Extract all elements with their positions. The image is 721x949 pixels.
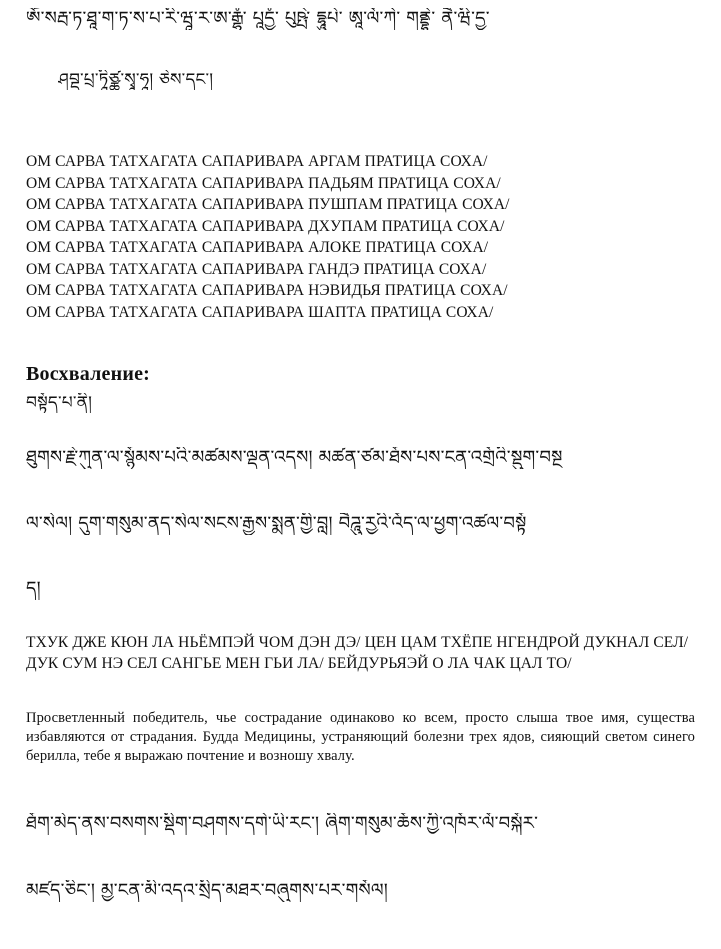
tibetan-invocation-line-2: ཤབྡ་པྲ་ཏཱིཙྪ་སྭཱ་ཧཱ། ཅེས་དང་། — [58, 70, 214, 90]
mantra-line: ОМ САРВА ТАТХАГАТА САПАРИВАРА ГАНДЭ ПРАТИЦА СОХА/ — [26, 260, 487, 278]
praise-tibetan-verse-line-3: ད། — [26, 578, 41, 599]
mantra-line: ОМ САРВА ТАТХАГАТА САПАРИВАРА ПАДЬЯМ ПРАТИЦА СОХА/ — [26, 174, 501, 192]
praise-tibetan-verse-line-1: ཐུགས་རྗེ་ཀུན་ལ་སྙོམས་པའི་མཚམས་ལྡན་འདས། མཚན་ཙམ་ཐོས་པས་ངན་འགྲོའི་སྡུག་བསྔ — [26, 447, 563, 468]
mantra-list — [26, 151, 695, 323]
mantra-line: ОМ САРВА ТАТХАГАТА САПАРИВАРА АРГАМ ПРАТИЦА СОХА/ — [26, 153, 488, 170]
praise-translation: Просветленный победитель, чье сострадание одинаково ко всем, просто слыша твое имя, существа избавляются от страдания. Будда Медицины, устраняющий болезни трех ядов, сияющий светом синего берилла, тебе я выражаю почтение и возношу хвалу. — [26, 710, 695, 764]
tibetan-final-line-2: མཛད་ཅིང་། མྱ་ངན་མི་འདའ་སྲིད་མཐར་བཞུགས་པར་གསོལ། — [26, 880, 388, 901]
mantra-line: ОМ САРВА ТАТХАГАТА САПАРИВАРА ПУШПАМ ПРАТИЦА СОХА/ — [26, 196, 510, 213]
praise-tibetan-label: བསྟོད་པ་ནི། — [26, 393, 93, 413]
tibetan-invocation-line-1: ཨོཾ་སརྦ་ཏ་ཐཱ་ག་ཏ་ས་པ་རི་ཝཱ་ར་ཨ་རྒྷཾ་ པཱདྱཾ་ པུཥྤེ་ དྷཱུཔེ་ ཨཱ་ལོ་ཀེ་ གནྡྷེ་ ནཻ་ཝི་དྱ་ — [26, 8, 490, 29]
praise-transliteration: ТХУК ДЖЕ КЮН ЛА НЬЁМПЭЙ ЧОМ ДЭН ДЭ/ ЦЕН ЦАМ ТХЁПЕ НГЕНДРОЙ ДУКНАЛ СЕЛ/ ДУК СУМ НЭ СЕЛ САНГЬЕ МЕН ГЬИ ЛА/ БЕЙДУРЬЯЭЙ О ЛА ЧАК ЦАЛ ТО/ — [26, 634, 689, 672]
tibetan-final-line-1: ཐོག་མེད་ནས་བསགས་སྡིག་བཤགས་དགེ་ཡི་རང་། ཞིག་གསུམ་ཆོས་ཀྱི་འཁོར་ལོ་བསྐོར་ — [26, 813, 539, 834]
mantra-line: ОМ САРВА ТАТХАГАТА САПАРИВАРА НЭВИДЬЯ ПРАТИЦА СОХА/ — [26, 282, 508, 299]
praise-tibetan-verse-line-2: ལ་སེལ། དུག་གསུམ་ནད་སེལ་སངས་རྒྱས་སྨན་གྱི་བླ། བཻཌཱུ་རྱའི་འོད་ལ་ཕྱག་འཚལ་བསྟོ — [26, 513, 527, 534]
mantra-line: ОМ САРВА ТАТХАГАТА САПАРИВАРА ШАПТА ПРАТИЦА СОХА/ — [26, 303, 494, 321]
mantra-line: ОМ САРВА ТАТХАГАТА САПАРИВАРА ДХУПАМ ПРАТИЦА СОХА/ — [26, 217, 505, 235]
mantra-line: ОМ САРВА ТАТХАГАТА САПАРИВАРА АЛОКЕ ПРАТИЦА СОХА/ — [26, 239, 489, 256]
praise-heading: Восхваление: — [26, 363, 151, 385]
